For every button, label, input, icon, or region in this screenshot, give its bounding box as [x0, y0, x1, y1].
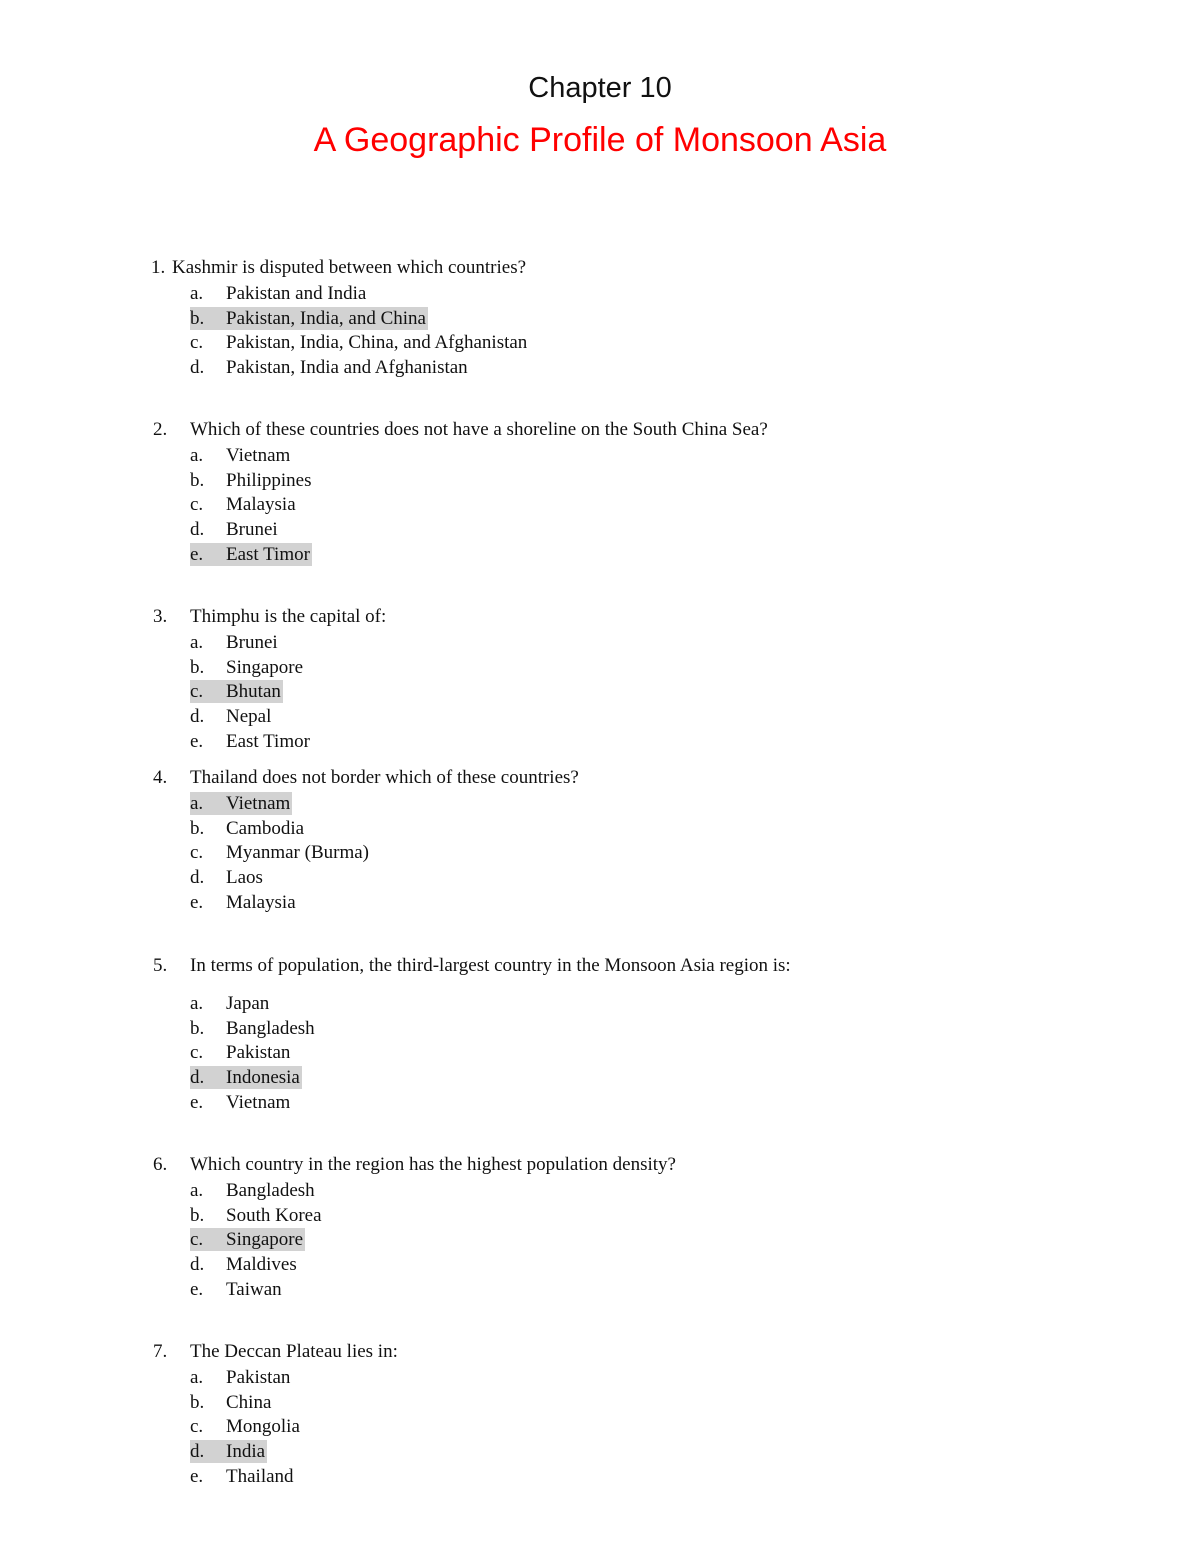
option-letter: d. [190, 1254, 205, 1276]
option-text: Indonesia [226, 1067, 300, 1089]
option-letter: a. [190, 1179, 204, 1201]
answer-option [190, 518, 280, 541]
option-letter: c. [190, 1416, 204, 1438]
option-text: Maldives [226, 1254, 297, 1276]
answer-option [190, 866, 265, 889]
option-text: India [226, 1441, 266, 1463]
question-stem [0, 605, 1150, 630]
option-letter: e. [190, 1465, 204, 1487]
question-1 [0, 256, 1150, 380]
option-text: Pakistan, India and Afghanistan [226, 357, 468, 379]
option-letter: b. [190, 656, 205, 678]
answer-option-highlighted [190, 1228, 305, 1251]
answer-option-highlighted [190, 680, 283, 703]
option-letter: d. [190, 1441, 205, 1463]
answer-option [190, 992, 271, 1015]
answer-option [190, 1204, 324, 1227]
answer-option [190, 841, 371, 864]
answer-option [190, 631, 280, 654]
answer-option [190, 656, 305, 679]
question-number: 2. [153, 419, 168, 440]
option-text: Myanmar (Burma) [226, 842, 369, 864]
option-letter: c. [190, 1229, 204, 1251]
answer-option [190, 493, 298, 516]
option-text: Pakistan and India [226, 282, 367, 304]
option-text: Bangladesh [226, 1017, 315, 1039]
question-number: 5. [153, 955, 168, 976]
option-text: Cambodia [226, 817, 305, 839]
answer-option [190, 1465, 296, 1488]
option-letter: c. [190, 1042, 204, 1064]
option-text: Brunei [226, 631, 278, 653]
answer-option [190, 469, 314, 492]
option-text: Laos [226, 867, 263, 889]
option-text: Taiwan [226, 1278, 282, 1300]
option-letter: b. [190, 817, 205, 839]
question-stem [0, 1340, 1150, 1365]
option-text: Pakistan [226, 1366, 291, 1388]
option-text: Pakistan [226, 1042, 291, 1064]
question-number: 1. [151, 257, 166, 278]
answer-option-highlighted [190, 307, 428, 330]
option-letter: a. [190, 282, 204, 304]
question-number: 4. [153, 767, 168, 788]
option-text: South Korea [226, 1204, 322, 1226]
option-text: Malaysia [226, 494, 296, 516]
answer-option-highlighted [190, 1066, 302, 1089]
option-letter: a. [190, 992, 204, 1014]
question-4 [0, 766, 1150, 915]
option-text: Malaysia [226, 891, 296, 913]
question-text: Thailand does not border which of these countries? [190, 767, 579, 788]
question-text: Which of these countries does not have a shoreline on the South China Sea? [190, 419, 768, 440]
question-stem [0, 256, 1150, 281]
option-letter: b. [190, 307, 205, 329]
answer-option [190, 817, 306, 840]
option-text: China [226, 1391, 272, 1413]
question-text: The Deccan Plateau lies in: [190, 1341, 398, 1362]
option-letter: b. [190, 1391, 205, 1413]
option-text: Pakistan, India, and China [226, 307, 426, 329]
option-text: Singapore [226, 656, 304, 678]
option-letter: c. [190, 681, 204, 703]
answer-option-highlighted [190, 543, 312, 566]
question-number: 7. [153, 1341, 168, 1362]
option-letter: a. [190, 1366, 204, 1388]
answer-option [190, 1179, 317, 1202]
chapter-heading: Chapter 10 [528, 72, 672, 104]
option-letter: b. [190, 1017, 205, 1039]
answer-option-highlighted [190, 792, 292, 815]
option-letter: e. [190, 730, 204, 752]
question-number: 6. [153, 1154, 168, 1175]
option-letter: b. [190, 1204, 205, 1226]
answer-option [190, 444, 292, 467]
question-text: Kashmir is disputed between which countries? [172, 257, 527, 278]
option-text: Nepal [226, 706, 272, 728]
question-stem [0, 418, 1150, 443]
option-text: Bangladesh [226, 1179, 315, 1201]
option-text: Brunei [226, 519, 278, 541]
answer-option [190, 891, 298, 914]
question-6 [0, 1153, 1150, 1302]
option-text: Singapore [226, 1229, 304, 1251]
answer-option [190, 1017, 317, 1040]
option-letter: a. [190, 631, 204, 653]
answer-option [190, 1415, 302, 1438]
option-letter: d. [190, 867, 205, 889]
document-title: A Geographic Profile of Monsoon Asia [313, 121, 887, 159]
option-text: Vietnam [226, 1091, 291, 1113]
question-3 [0, 605, 1150, 754]
option-letter: d. [190, 357, 205, 379]
option-letter: e. [190, 891, 204, 913]
question-stem [0, 766, 1150, 791]
answer-option [190, 1391, 273, 1414]
answer-option [190, 705, 273, 728]
question-stem [0, 1153, 1150, 1178]
option-letter: b. [190, 469, 205, 491]
question-text: Thimphu is the capital of: [190, 606, 387, 627]
option-text: Japan [226, 992, 270, 1014]
option-letter: d. [190, 706, 205, 728]
question-2 [0, 418, 1150, 567]
option-text: Vietnam [226, 444, 291, 466]
answer-option [190, 1278, 284, 1301]
answer-option [190, 1041, 292, 1064]
option-text: Vietnam [226, 792, 291, 814]
answer-option [190, 282, 368, 305]
option-letter: d. [190, 1067, 205, 1089]
option-text: East Timor [226, 730, 310, 752]
answer-option-highlighted [190, 1440, 267, 1463]
option-letter: c. [190, 494, 204, 516]
option-letter: a. [190, 444, 204, 466]
option-letter: e. [190, 1091, 204, 1113]
question-number: 3. [153, 606, 168, 627]
option-letter: c. [190, 332, 204, 354]
option-letter: d. [190, 519, 205, 541]
option-letter: e. [190, 1278, 204, 1300]
option-text: Pakistan, India, China, and Afghanistan [226, 332, 528, 354]
question-text: In terms of population, the third-largest country in the Monsoon Asia region is: [190, 955, 791, 976]
option-letter: e. [190, 543, 204, 565]
answer-option [190, 1366, 292, 1389]
option-text: Mongolia [226, 1416, 300, 1438]
question-7 [0, 1340, 1150, 1489]
option-text: East Timor [226, 543, 310, 565]
answer-option [190, 1091, 292, 1114]
option-text: Thailand [226, 1465, 294, 1487]
question-stem [0, 954, 1150, 979]
option-letter: c. [190, 842, 204, 864]
option-text: Bhutan [226, 681, 281, 703]
option-text: Philippines [226, 469, 312, 491]
answer-option [190, 356, 470, 379]
answer-option [190, 331, 529, 354]
answer-option [190, 730, 312, 753]
question-5 [0, 954, 1150, 1115]
option-letter: a. [190, 792, 204, 814]
answer-option [190, 1253, 299, 1276]
question-text: Which country in the region has the highest population density? [190, 1154, 676, 1175]
